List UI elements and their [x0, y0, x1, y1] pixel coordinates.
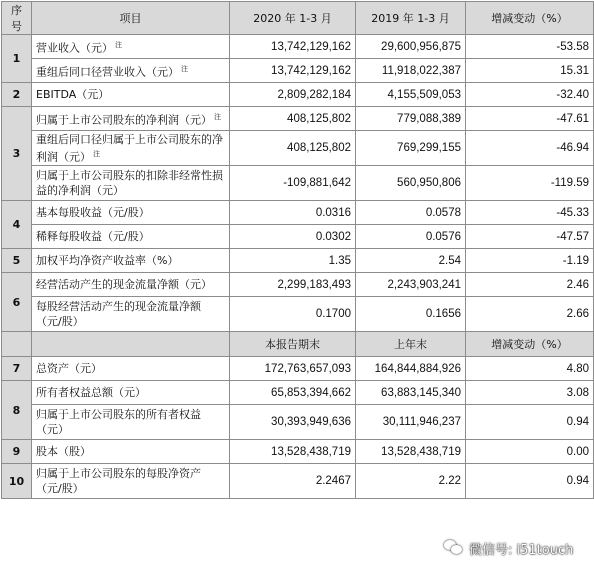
row-item-label: 归属于上市公司股东的净利润（元） [36, 113, 212, 127]
subheader-row [2, 332, 594, 357]
row-current: 408,125,802 [230, 107, 356, 131]
row-item [32, 107, 230, 131]
header-prior-period: 2019 年 1-3 月 [356, 2, 466, 35]
header-index: 序号 [2, 2, 32, 35]
row-prior: 13,528,438,719 [356, 440, 466, 464]
row-change: -119.59 [466, 166, 594, 201]
row-current: 0.0316 [230, 201, 356, 225]
row-item: EBITDA（元） [32, 83, 230, 107]
row-index: 3 [2, 107, 32, 201]
row-current: 13,528,438,719 [230, 440, 356, 464]
row-index: 10 [2, 464, 32, 499]
row-current: 13,742,129,162 [230, 35, 356, 59]
row-index: 9 [2, 440, 32, 464]
row-change: -47.61 [466, 107, 594, 131]
row-prior: 2.54 [356, 249, 466, 273]
row-prior: 164,844,884,926 [356, 357, 466, 381]
row-item: 经营活动产生的现金流量净额（元） [32, 273, 230, 297]
subheader-index-blank [2, 332, 32, 357]
row-change: -32.40 [466, 83, 594, 107]
note-mark: 注 [214, 112, 221, 121]
row-current: 2.2467 [230, 464, 356, 499]
subheader-item-blank [32, 332, 230, 357]
row-prior: 779,088,389 [356, 107, 466, 131]
row-item-label: 重组后同口径归属于上市公司股东的净利润（元） [36, 132, 223, 164]
table-row [2, 201, 594, 225]
header-current-period: 2020 年 1-3 月 [230, 2, 356, 35]
row-change: 0.00 [466, 440, 594, 464]
row-change: 3.08 [466, 381, 594, 405]
row-prior: 769,299,155 [356, 131, 466, 166]
table-row [2, 35, 594, 59]
row-prior: 0.0576 [356, 225, 466, 249]
row-prior: 63,883,145,340 [356, 381, 466, 405]
row-item-label: 重组后同口径营业收入（元） [36, 65, 179, 79]
table-row [2, 225, 594, 249]
subheader-change: 增减变动（%） [466, 332, 594, 357]
row-current: 0.0302 [230, 225, 356, 249]
row-prior: 4,155,509,053 [356, 83, 466, 107]
table-row [2, 464, 594, 499]
table-row [2, 297, 594, 332]
row-current: 1.35 [230, 249, 356, 273]
row-change: 4.80 [466, 357, 594, 381]
table-row [2, 131, 594, 166]
row-current: 65,853,394,662 [230, 381, 356, 405]
row-item: 归属于上市公司股东的每股净资产（元/股） [32, 464, 230, 499]
row-prior: 30,111,946,237 [356, 405, 466, 440]
row-item-label: 营业收入（元） [36, 41, 113, 55]
row-current: 2,809,282,184 [230, 83, 356, 107]
row-index: 4 [2, 201, 32, 249]
note-mark: 注 [181, 64, 188, 73]
table-row [2, 107, 594, 131]
row-index: 6 [2, 273, 32, 332]
wechat-icon [444, 540, 464, 556]
row-change: 15.31 [466, 59, 594, 83]
row-change: 2.46 [466, 273, 594, 297]
table-row [2, 405, 594, 440]
row-index: 2 [2, 83, 32, 107]
table-row [2, 59, 594, 83]
row-current: 0.1700 [230, 297, 356, 332]
row-prior: 0.1656 [356, 297, 466, 332]
financial-summary-table [1, 1, 594, 499]
row-prior: 29,600,956,875 [356, 35, 466, 59]
row-change: 0.94 [466, 464, 594, 499]
table-row [2, 83, 594, 107]
row-prior: 2.22 [356, 464, 466, 499]
header-item: 项目 [32, 2, 230, 35]
row-item: 加权平均净资产收益率（%） [32, 249, 230, 273]
table-row [2, 357, 594, 381]
row-change: -45.33 [466, 201, 594, 225]
row-item [32, 59, 230, 83]
row-item: 每股经营活动产生的现金流量净额（元/股） [32, 297, 230, 332]
subheader-prior-period: 上年末 [356, 332, 466, 357]
row-current: 2,299,183,493 [230, 273, 356, 297]
row-item: 稀释每股收益（元/股） [32, 225, 230, 249]
row-item: 总资产（元） [32, 357, 230, 381]
note-mark: 注 [93, 149, 100, 158]
row-index: 7 [2, 357, 32, 381]
row-item: 股本（股） [32, 440, 230, 464]
row-item: 基本每股收益（元/股） [32, 201, 230, 225]
row-index: 8 [2, 381, 32, 440]
row-item [32, 131, 230, 166]
row-prior: 0.0578 [356, 201, 466, 225]
row-current: 30,393,949,636 [230, 405, 356, 440]
row-current: -109,881,642 [230, 166, 356, 201]
header-row [2, 2, 594, 35]
row-item: 归属于上市公司股东的扣除非经常性损益的净利润（元） [32, 166, 230, 201]
table-row [2, 166, 594, 201]
row-change: -1.19 [466, 249, 594, 273]
table-row [2, 273, 594, 297]
row-current: 172,763,657,093 [230, 357, 356, 381]
row-index: 1 [2, 35, 32, 83]
row-item: 归属于上市公司股东的所有者权益（元） [32, 405, 230, 440]
row-item: 所有者权益总额（元） [32, 381, 230, 405]
header-change: 增减变动（%） [466, 2, 594, 35]
row-prior: 2,243,903,241 [356, 273, 466, 297]
row-change: 2.66 [466, 297, 594, 332]
subheader-current-period: 本报告期末 [230, 332, 356, 357]
note-mark: 注 [115, 40, 122, 49]
row-change: -47.57 [466, 225, 594, 249]
table-row [2, 381, 594, 405]
row-prior: 560,950,806 [356, 166, 466, 201]
row-item [32, 35, 230, 59]
row-current: 13,742,129,162 [230, 59, 356, 83]
row-prior: 11,918,022,387 [356, 59, 466, 83]
row-current: 408,125,802 [230, 131, 356, 166]
row-index: 5 [2, 249, 32, 273]
row-change: 0.94 [466, 405, 594, 440]
row-change: -53.58 [466, 35, 594, 59]
table-row [2, 440, 594, 464]
watermark [444, 535, 573, 561]
row-change: -46.94 [466, 131, 594, 166]
table-row [2, 249, 594, 273]
watermark-text: 微信号: i51touch [469, 542, 574, 558]
